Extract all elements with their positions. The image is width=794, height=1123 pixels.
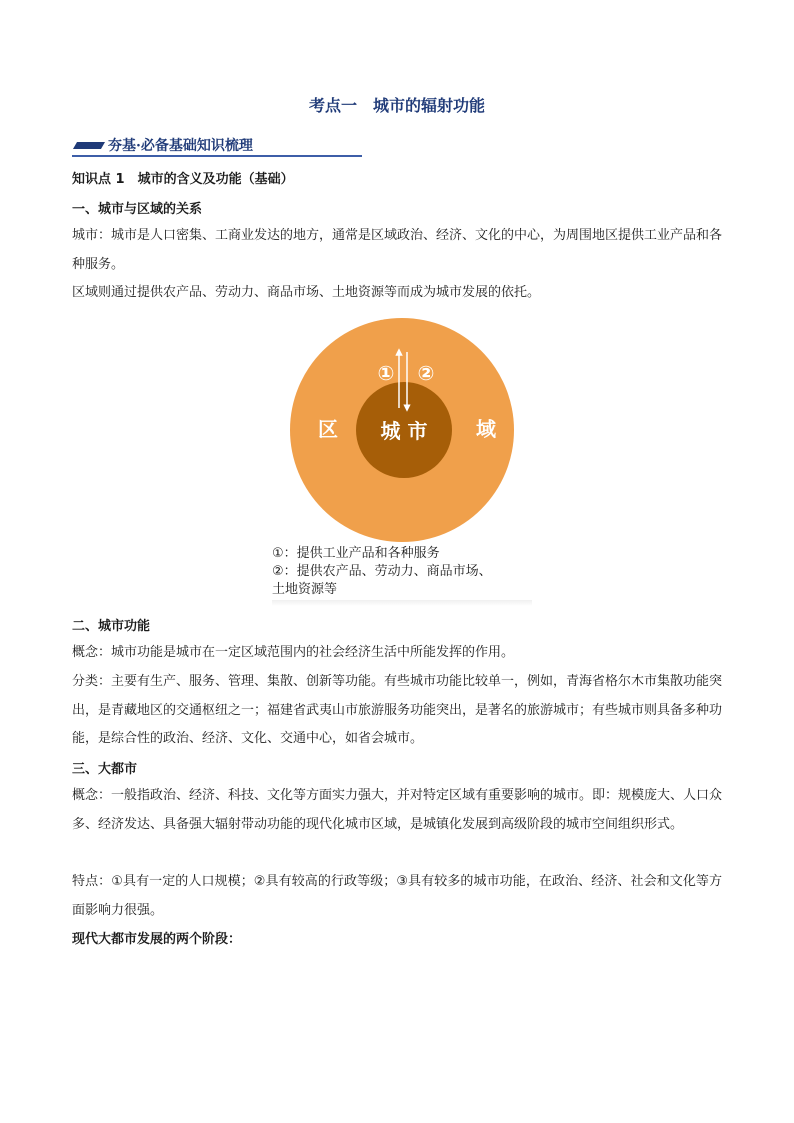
section3-paragraph-features: 特点：①具有一定的人口规模；②具有较高的行政等级；③具有较多的城市功能，在政治、经济、社会和文化等方面影响力很强。	[72, 874, 722, 918]
section3-heading: 三、大都市	[72, 762, 138, 777]
legend-item-1: ①：提供工业产品和各种服务	[272, 546, 440, 561]
legend-shadow	[272, 600, 532, 606]
banner-title: 夯基·必备基础知识梳理	[108, 138, 253, 154]
knowledge-point-heading: 知识点 1 城市的含义及功能（基础）	[72, 172, 294, 187]
marker-2: ②	[417, 361, 435, 385]
marker-1: ①	[377, 361, 395, 385]
section1-heading: 一、城市与区域的关系	[72, 202, 203, 217]
section2-heading: 二、城市功能	[72, 619, 151, 634]
banner-accent-bar	[73, 142, 105, 149]
section3-stages-heading: 现代大都市发展的两个阶段：	[72, 932, 242, 947]
section2-paragraph-concept: 概念：城市功能是城市在一定区域范围内的社会经济生活中所能发挥的作用。	[72, 645, 515, 660]
page-title: 考点一 城市的辐射功能	[308, 96, 485, 115]
region-label-right: 域	[476, 417, 496, 441]
section1-paragraph-region: 区域则通过提供农产品、劳动力、商品市场、土地资源等而成为城市发展的依托。	[72, 285, 541, 300]
banner-underline	[72, 155, 362, 157]
section-banner	[72, 133, 362, 159]
legend-item-2-cont: 土地资源等	[272, 582, 338, 597]
section1-paragraph-city: 城市：城市是人口密集、工商业发达的地方，通常是区域政治、经济、文化的中心，为周围地区提供工业产品和各种服务。	[72, 228, 723, 272]
legend-item-2: ②：提供农产品、劳动力、商品市场、	[272, 564, 492, 579]
section3-paragraph-concept: 概念：一般指政治、经济、科技、文化等方面实力强大，并对特定区域有重要影响的城市。即：规模庞大、人口众多、经济发达、具备强大辐射带动功能的现代化城市区域，是城镇化发展到高级阶段的城市空间组织形式。	[72, 788, 723, 832]
diagram-svg	[290, 318, 530, 548]
diagram-legend	[272, 545, 542, 599]
region-label-left: 区	[318, 417, 338, 441]
section2-paragraph-classification: 分类：主要有生产、服务、管理、集散、创新等功能。有些城市功能比较单一，例如，青海省格尔木市集散功能突出，是青藏地区的交通枢纽之一；福建省武夷山市旅游服务功能突出，是著名的旅游城市；有些城市则具备多种功能，是综合性的政治、经济、文化、交通中心，如省会城市。	[72, 674, 723, 746]
city-label: 城 市	[380, 419, 428, 443]
